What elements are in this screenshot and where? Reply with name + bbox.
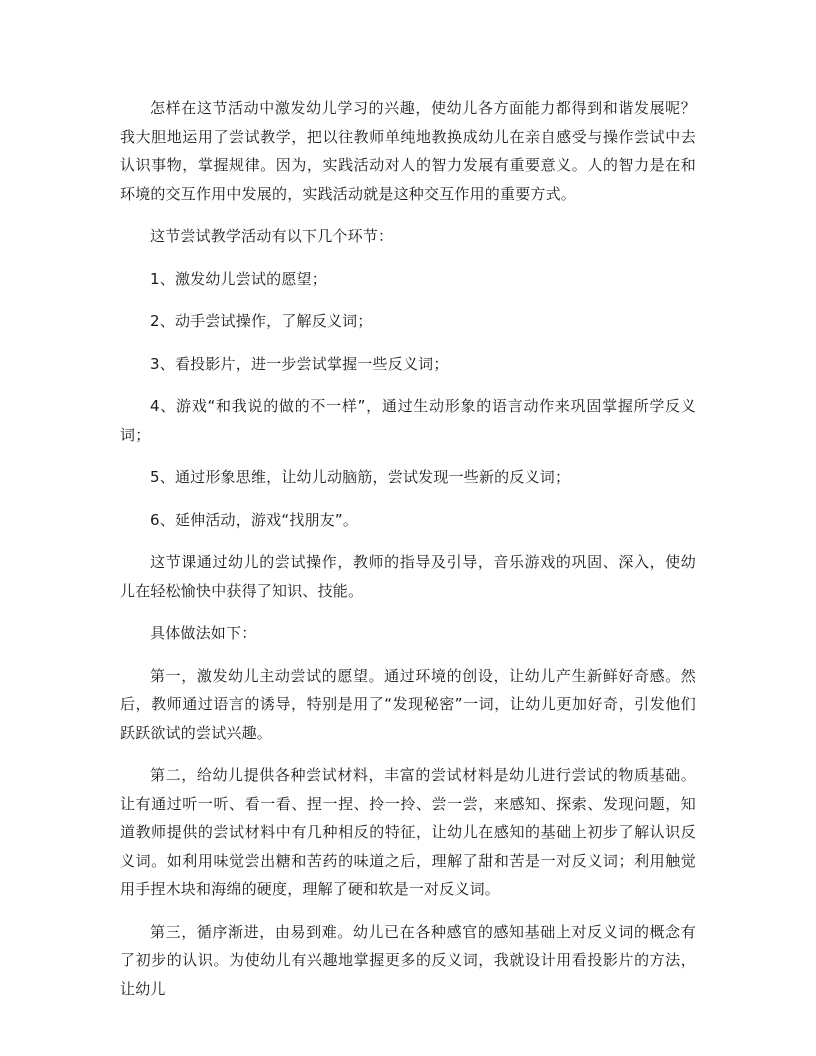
paragraph-third: 第三，循序渐进，由易到难。幼儿已在各种感官的感知基础上对反义词的概念有了初步的认识。为使幼儿有兴趣地掌握更多的反义词，我就设计用看投影片的方法，让幼儿 <box>120 922 696 998</box>
list-item-step-3: 3、看投影片，进一步尝试掌握一些反义词； <box>150 354 449 373</box>
paragraph-intro: 怎样在这节活动中激发幼儿学习的兴趣，使幼儿各方面能力都得到和谐发展呢？我大胆地运用了尝试教学，把以往教师单纯地教换成幼儿在亲自感受与操作尝试中去认识事物，掌握规律。因为，实践活动对人的智力发展有重要意义。人的智力是在和环境的交互作用中发展的，实践活动就是这种交互作用的重要方式。 <box>120 99 696 203</box>
paragraph-method-heading: 具体做法如下： <box>150 624 257 642</box>
list-item-step-6: 6、延伸活动，游戏“找朋友”。 <box>150 510 359 529</box>
list-item-step-1: 1、激发幼儿尝试的愿望； <box>150 269 327 288</box>
paragraph-first: 第一，激发幼儿主动尝试的愿望。通过环境的创设，让幼儿产生新鲜好奇感。然后，教师通过语言的诱导，特别是用了“发现秘密”一词，让幼儿更加好奇，引发他们跃跃欲试的尝试兴趣。 <box>120 666 696 742</box>
paragraph-steps-heading: 这节尝试教学活动有以下几个环节： <box>150 227 394 245</box>
paragraph-summary: 这节课通过幼儿的尝试操作，教师的指导及引导，音乐游戏的巩固、深入，使幼儿在轻松愉快中获得了知识、技能。 <box>120 553 696 600</box>
paragraph-second: 第二，给幼儿提供各种尝试材料，丰富的尝试材料是幼儿进行尝试的物质基础。让有通过听一听、看一看、捏一捏、拎一拎、尝一尝，来感知、探索、发现问题，知道教师提供的尝试材料中有几种相反的特征，让幼儿在感知的基础上初步了解认识反义词。如利用味觉尝出糖和苦药的味道之后，理解了甜和苦是一对反义词；利用触觉用手捏木块和海绵的硬度，理解了硬和软是一对反义词。 <box>120 766 696 898</box>
document-page <box>120 94 696 1003</box>
list-item-step-4: 4、游戏“和我说的做的不一样”，通过生动形象的语言动作来巩固掌握所学反义词； <box>120 397 696 444</box>
list-item-step-2: 2、动手尝试操作，了解反义词； <box>150 312 373 330</box>
list-item-step-5: 5、通过形象思维，让幼儿动脑筋，尝试发现一些新的反义词； <box>150 468 571 486</box>
